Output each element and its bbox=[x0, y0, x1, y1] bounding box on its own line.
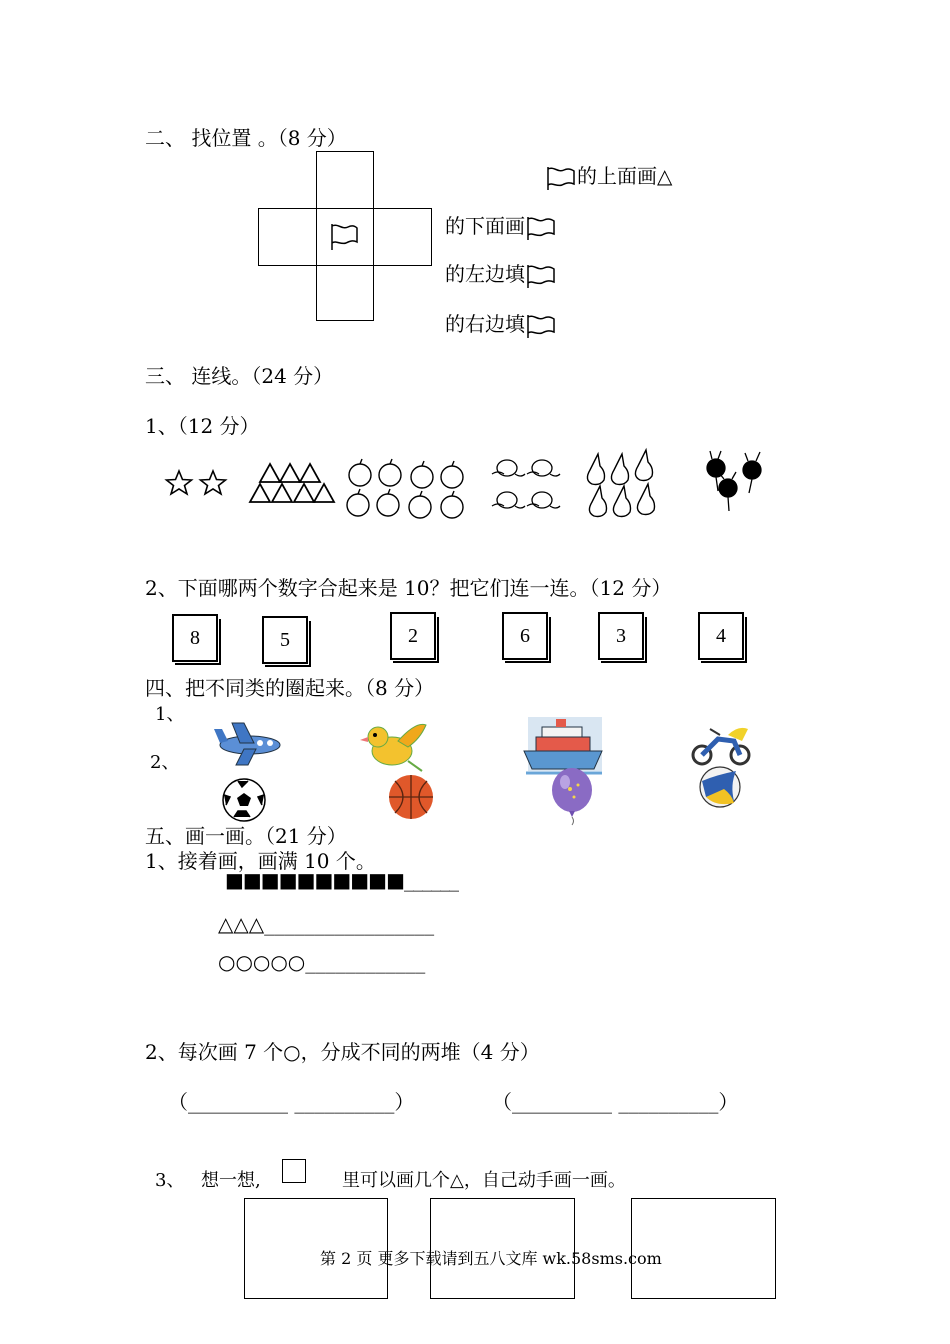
instruction-above bbox=[545, 160, 672, 191]
flag-icon bbox=[329, 222, 361, 252]
flag-icon bbox=[525, 215, 557, 241]
instruction-left bbox=[445, 258, 557, 289]
instruction-below bbox=[445, 210, 557, 241]
section2-title: 二、 找位置 。（8 分） bbox=[145, 126, 347, 150]
section5-q2: 2、每次画 7 个○，分成不同的两堆（4 分） bbox=[145, 1040, 540, 1064]
circles: ○○○○○ bbox=[218, 950, 306, 974]
section5-q3-text-b: 里可以画几个△，自己动手画一画。 bbox=[342, 1170, 626, 1191]
basketball-icon bbox=[389, 775, 433, 819]
section3-title: 三、 连线。（24 分） bbox=[145, 364, 334, 388]
soccer-ball-icon bbox=[223, 779, 265, 821]
peach-icon bbox=[492, 460, 560, 508]
section4-q1: 1、 bbox=[155, 704, 185, 725]
section5-title: 五、画一画。（21 分） bbox=[145, 824, 347, 848]
classify-pictures bbox=[210, 715, 770, 825]
number-card: 3 bbox=[598, 612, 644, 660]
answer-line: _________________ bbox=[264, 912, 435, 936]
apple-icon bbox=[347, 459, 463, 518]
section3-q1: 1、（12 分） bbox=[145, 414, 260, 438]
section4-q2: 2、 bbox=[150, 752, 180, 773]
section3-q2: 2、下面哪两个数字合起来是 10？把它们连一连。（12 分） bbox=[145, 576, 672, 600]
flag-icon bbox=[525, 313, 557, 339]
triangle-sequence bbox=[218, 912, 434, 936]
square-sequence bbox=[225, 868, 458, 892]
section5-q1: 1、接着画，画满 10 个。 bbox=[145, 849, 376, 873]
counting-pictures bbox=[160, 440, 780, 520]
number-card: 5 bbox=[262, 616, 308, 664]
pear-icon bbox=[587, 450, 654, 517]
number-card: 2 bbox=[390, 612, 436, 660]
grid-cell-right bbox=[373, 208, 432, 266]
number-card: 4 bbox=[698, 612, 744, 660]
answer-line: ____________ bbox=[305, 950, 426, 974]
section5-q3-text-a: 想一想, bbox=[201, 1170, 261, 1191]
bird-icon bbox=[360, 724, 426, 771]
volleyball-icon bbox=[700, 767, 740, 807]
grid-cell-center bbox=[316, 208, 374, 266]
flag-icon bbox=[525, 263, 557, 289]
instruction-right bbox=[445, 308, 557, 339]
section4-title: 四、把不同类的圈起来。（8 分） bbox=[145, 676, 435, 700]
answer-pair-1: （__________ __________） bbox=[168, 1090, 415, 1114]
ship-icon bbox=[524, 717, 602, 773]
instruction-below-text: 的下面画 bbox=[445, 214, 525, 238]
instruction-right-text: 的右边填 bbox=[445, 312, 525, 336]
grid-cell-left bbox=[258, 208, 317, 266]
number-card: 8 bbox=[172, 614, 218, 662]
example-box bbox=[282, 1159, 306, 1183]
balloon-icon bbox=[552, 768, 592, 825]
section5-q3-number: 3、 bbox=[155, 1170, 185, 1191]
triangles: △△△ bbox=[218, 912, 265, 936]
circle-sequence bbox=[218, 950, 425, 974]
airplane-icon bbox=[214, 723, 280, 765]
instruction-left-text: 的左边填 bbox=[445, 262, 525, 286]
flag-icon bbox=[545, 165, 577, 191]
triangle-icon bbox=[250, 464, 334, 502]
page-footer: 第 2 页 更多下载请到五八文库 wk.58sms.com bbox=[320, 1249, 662, 1268]
answer-line: ______ bbox=[403, 868, 458, 892]
answer-pair-2: （__________ __________） bbox=[492, 1090, 739, 1114]
number-card: 6 bbox=[502, 612, 548, 660]
star-icon bbox=[167, 471, 226, 494]
instruction-above-text: 的上面画△ bbox=[577, 164, 673, 188]
radish-icon bbox=[707, 451, 761, 511]
motorcycle-icon bbox=[693, 728, 749, 764]
grid-cell-bottom bbox=[316, 265, 374, 321]
grid-cell-top bbox=[316, 151, 374, 209]
filled-squares: ■■■■■■■■■■ bbox=[225, 868, 404, 892]
